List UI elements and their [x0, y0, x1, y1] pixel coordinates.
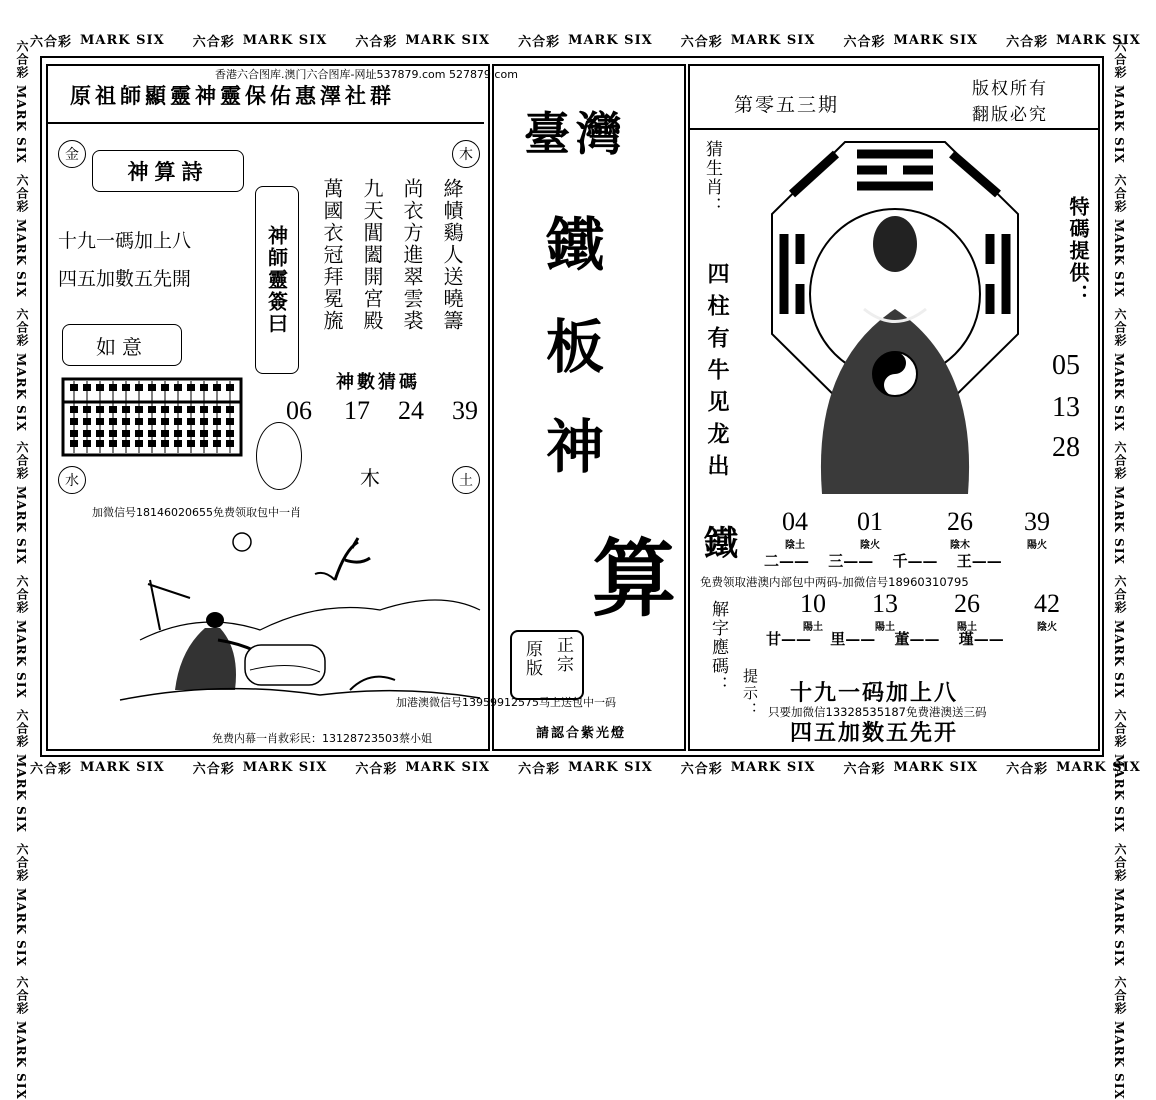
abacus-bead: [109, 384, 117, 391]
abacus-bead: [213, 430, 221, 437]
abacus-bead: [213, 418, 221, 425]
center-title-char-3: 神: [546, 413, 605, 481]
border-lhc-text: 六合彩: [192, 761, 235, 777]
border-marksix-text: MARK SIX: [730, 759, 816, 775]
border-marksix-text: MARK SIX: [242, 32, 328, 48]
issue-divider: [688, 128, 1098, 130]
border-marksix-text: MARK SIX: [405, 759, 491, 775]
decode-label: 解字應碼：: [708, 600, 728, 695]
border-lhc-text: 六合彩: [15, 173, 29, 213]
bagua-sage-illustration: [752, 134, 1038, 504]
abacus-bead: [135, 440, 143, 447]
decode-row1-item2: 01 陰火: [857, 507, 883, 551]
center-title-taiwan: 臺灣: [524, 107, 628, 161]
border-marksix-text: MARK SIX: [14, 753, 28, 833]
poem-title: 神算詩: [92, 150, 244, 192]
hint-line-2: 四五加数五先开: [790, 720, 959, 746]
abacus-bead: [174, 418, 182, 425]
border-lhc-text: 六合彩: [15, 976, 29, 1016]
border-lhc-text: 六合彩: [1113, 575, 1127, 615]
sage-landscape-illustration: [120, 520, 480, 720]
border-marksix-text: MARK SIX: [568, 32, 653, 48]
border-marksix-text: MARK SIX: [14, 218, 28, 298]
oracle-col-4: 絳幘鷄人送曉籌: [440, 178, 464, 332]
border-lhc-text: 六合彩: [843, 34, 886, 50]
abacus-bead: [122, 430, 130, 437]
abacus-bead: [161, 418, 169, 425]
special-number-2: 13: [1052, 392, 1080, 423]
abacus-bead: [187, 440, 195, 447]
special-number-1: 05: [1052, 350, 1080, 381]
ad-text-1: 加微信号18146020655免费领取包中一肖: [92, 506, 301, 519]
border-marksix-text: MARK SIX: [1112, 218, 1126, 298]
guess-number-3: 24: [398, 396, 424, 425]
guess-number-2: 17: [344, 396, 370, 425]
guess-number-1: 06: [286, 396, 312, 425]
border-lhc-text: 六合彩: [15, 575, 29, 615]
abacus-bead: [200, 418, 208, 425]
abacus-bead: [174, 440, 182, 447]
abacus-bead: [109, 430, 117, 437]
abacus-bead: [200, 440, 208, 447]
abacus-bead: [226, 384, 234, 391]
decode-row1-chars: 二—— 三—— 千—— 王——: [764, 552, 1002, 570]
abacus-bead: [148, 406, 156, 413]
border-marksix-text: MARK SIX: [568, 759, 653, 775]
decode-row2-item2: 13 陽土: [872, 589, 898, 633]
border-marksix-text: MARK SIX: [1056, 32, 1141, 48]
abacus-bead: [70, 430, 78, 437]
abacus-bead: [187, 430, 195, 437]
ad-text-2: 加港澳微信号13959912575马上送包中一码: [396, 696, 616, 709]
abacus-bead: [96, 430, 104, 437]
border-lhc-text: 六合彩: [680, 34, 723, 50]
border-marksix-text: MARK SIX: [80, 32, 165, 48]
special-number-3: 28: [1052, 432, 1080, 463]
abacus-bead: [70, 418, 78, 425]
border-marksix-text: MARK SIX: [1112, 486, 1126, 566]
right-border-band: [1112, 40, 1138, 1100]
border-lhc-text: 六合彩: [192, 34, 235, 50]
abacus-bead: [135, 418, 143, 425]
border-lhc-text: 六合彩: [1006, 761, 1049, 777]
border-marksix-text: MARK SIX: [1056, 759, 1141, 775]
abacus-bead: [83, 418, 91, 425]
abacus-bead: [70, 384, 78, 391]
stamp-genuine: 正宗: [553, 636, 573, 674]
decode-row2-item1: 10 陽土: [800, 589, 826, 633]
decode-row1-item4: 39 陽火: [1024, 507, 1050, 551]
center-title-char-1: 鐵: [546, 211, 605, 279]
border-lhc-text: 六合彩: [355, 761, 398, 777]
oracle-label: 神師靈簽曰: [255, 186, 299, 374]
wood-mark: 木: [360, 466, 380, 490]
abacus-bead: [70, 440, 78, 447]
border-lhc-text: 六合彩: [518, 34, 561, 50]
abacus-bead: [200, 384, 208, 391]
abacus-bead: [226, 440, 234, 447]
decode-row2-item4: 42 陰火: [1034, 589, 1060, 633]
border-lhc-text: 六合彩: [15, 441, 29, 481]
left-border-band: [14, 40, 40, 1100]
abacus-bead: [109, 406, 117, 413]
ruyi-label: 如意: [62, 324, 182, 366]
issue-label: 第零五三期: [734, 94, 840, 116]
abacus-bead: [83, 406, 91, 413]
blessing-divider: [48, 122, 484, 124]
oval-mark: [256, 422, 302, 490]
border-marksix-text: MARK SIX: [242, 759, 328, 775]
abacus-bead: [187, 384, 195, 391]
border-marksix-text: MARK SIX: [14, 85, 28, 164]
abacus-bead: [96, 418, 104, 425]
border-lhc-text: 六合彩: [518, 761, 561, 777]
abacus-bead: [148, 440, 156, 447]
stamp-original: 原版: [522, 640, 542, 678]
rights-line-2: 翻版必究: [972, 105, 1048, 125]
border-lhc-text: 六合彩: [1006, 34, 1049, 50]
border-lhc-text: 六合彩: [30, 34, 73, 50]
border-marksix-text: MARK SIX: [14, 1021, 28, 1100]
abacus-bead: [96, 440, 104, 447]
border-marksix-text: MARK SIX: [1112, 1021, 1126, 1100]
guess-label: 神數猜碼: [336, 372, 420, 393]
border-marksix-text: MARK SIX: [1112, 85, 1126, 164]
border-marksix-text: MARK SIX: [405, 32, 491, 48]
oracle-col-2: 九天閶闔開宮殿: [360, 178, 384, 332]
border-marksix-text: MARK SIX: [893, 32, 979, 48]
border-lhc-text: 六合彩: [1113, 307, 1127, 347]
abacus-bead: [96, 384, 104, 391]
border-lhc-text: 六合彩: [30, 761, 73, 777]
border-marksix-text: MARK SIX: [80, 759, 165, 775]
oracle-col-3: 尚衣方進翠雲裘: [400, 178, 424, 332]
border-marksix-text: MARK SIX: [1112, 620, 1126, 699]
border-marksix-text: MARK SIX: [14, 352, 28, 432]
border-lhc-text: 六合彩: [15, 40, 29, 79]
abacus-bead: [226, 418, 234, 425]
abacus-bead: [122, 418, 130, 425]
abacus-bead: [135, 406, 143, 413]
abacus-bead: [187, 418, 195, 425]
abacus-bead: [122, 384, 130, 391]
abacus-bead: [161, 440, 169, 447]
ad-text-5: 只要加微信13328535187免费港澳送三码: [768, 705, 987, 719]
border-marksix-text: MARK SIX: [730, 32, 816, 48]
border-lhc-text: 六合彩: [15, 708, 29, 748]
abacus-bead: [109, 440, 117, 447]
metal-element-icon: 金: [58, 140, 86, 168]
border-lhc-text: 六合彩: [355, 34, 398, 50]
tie-char: 鐵: [704, 524, 738, 564]
special-label: 特碼提供：: [1066, 196, 1090, 306]
abacus-bead: [213, 406, 221, 413]
oracle-col-1: 萬國衣冠拜冕旒: [320, 178, 344, 332]
abacus-bead: [122, 440, 130, 447]
decode-row1-item1: 04 陰土: [782, 507, 808, 551]
abacus-bead: [122, 406, 130, 413]
abacus-bead: [226, 406, 234, 413]
border-marksix-text: MARK SIX: [893, 759, 979, 775]
border-marksix-text: MARK SIX: [1112, 352, 1126, 432]
hint-line-1: 十九一码加上八: [790, 680, 959, 706]
abacus-bead: [200, 406, 208, 413]
rights-line-1: 版权所有: [972, 79, 1048, 99]
abacus-bead: [161, 430, 169, 437]
wood-element-icon: 木: [452, 140, 480, 168]
header-url: 香港六合图库.澳门六合图库-网址537879.com 527879.com: [215, 68, 518, 81]
abacus-bead: [148, 418, 156, 425]
center-footer: 請認合紫光燈: [536, 726, 627, 741]
abacus-bead: [161, 384, 169, 391]
bottom-border-band: [30, 757, 1141, 777]
border-lhc-text: 六合彩: [1113, 842, 1127, 882]
decode-row2-chars: 甘—— 里—— 董—— 瑾——: [766, 630, 1004, 648]
top-border-band: [30, 30, 1141, 50]
abacus-bead: [70, 406, 78, 413]
decode-row2-item3: 26 陽土: [954, 589, 980, 633]
border-lhc-text: 六合彩: [680, 761, 723, 777]
center-title-char-4: 算: [592, 529, 677, 628]
center-title-char-2: 板: [546, 313, 605, 381]
guess-zodiac-text: 四柱有牛见龙出: [704, 262, 730, 486]
earth-element-icon: 土: [452, 466, 480, 494]
abacus-bead: [213, 440, 221, 447]
ad-text-3: 免费内幕一肖救彩民：13128723503蔡小姐: [212, 732, 432, 745]
abacus-bead: [135, 384, 143, 391]
abacus-bead: [135, 430, 143, 437]
border-lhc-text: 六合彩: [1113, 40, 1127, 79]
water-element-icon: 水: [58, 466, 86, 494]
border-lhc-text: 六合彩: [843, 761, 886, 777]
abacus-bead: [109, 418, 117, 425]
abacus-bead: [174, 430, 182, 437]
abacus-bead: [174, 406, 182, 413]
abacus-bead: [174, 384, 182, 391]
border-marksix-text: MARK SIX: [1112, 753, 1126, 833]
abacus-bead: [213, 384, 221, 391]
poem-line-1: 十九一碼加上八: [58, 230, 192, 252]
border-lhc-text: 六合彩: [1113, 708, 1127, 748]
border-lhc-text: 六合彩: [1113, 173, 1127, 213]
abacus-bead: [83, 440, 91, 447]
abacus-illustration: [62, 378, 242, 456]
ad-text-4: 免费领取港澳内部包中两码-加微信号18960310795: [700, 575, 969, 589]
border-lhc-text: 六合彩: [1113, 441, 1127, 481]
abacus-bead: [148, 430, 156, 437]
poem-line-2: 四五加數五先開: [58, 268, 192, 290]
guess-number-4: 39: [452, 396, 478, 425]
blessing-line: 原祖師顯靈神靈保佑惠澤社群: [70, 83, 395, 108]
border-marksix-text: MARK SIX: [1112, 887, 1126, 967]
border-marksix-text: MARK SIX: [14, 620, 28, 699]
guess-zodiac-label: 猜生肖：: [702, 140, 722, 216]
border-marksix-text: MARK SIX: [14, 887, 28, 967]
decode-row1-item3: 26 陰木: [947, 507, 973, 551]
border-lhc-text: 六合彩: [15, 307, 29, 347]
border-marksix-text: MARK SIX: [14, 486, 28, 566]
abacus-bead: [83, 430, 91, 437]
abacus-bead: [161, 406, 169, 413]
abacus-bead: [96, 406, 104, 413]
abacus-bead: [83, 384, 91, 391]
hint-label: 提示：: [741, 668, 759, 719]
border-lhc-text: 六合彩: [15, 842, 29, 882]
abacus-bead: [148, 384, 156, 391]
authentic-stamp: [510, 630, 584, 700]
abacus-bead: [226, 430, 234, 437]
abacus-bead: [187, 406, 195, 413]
border-lhc-text: 六合彩: [1113, 976, 1127, 1016]
abacus-bead: [200, 430, 208, 437]
